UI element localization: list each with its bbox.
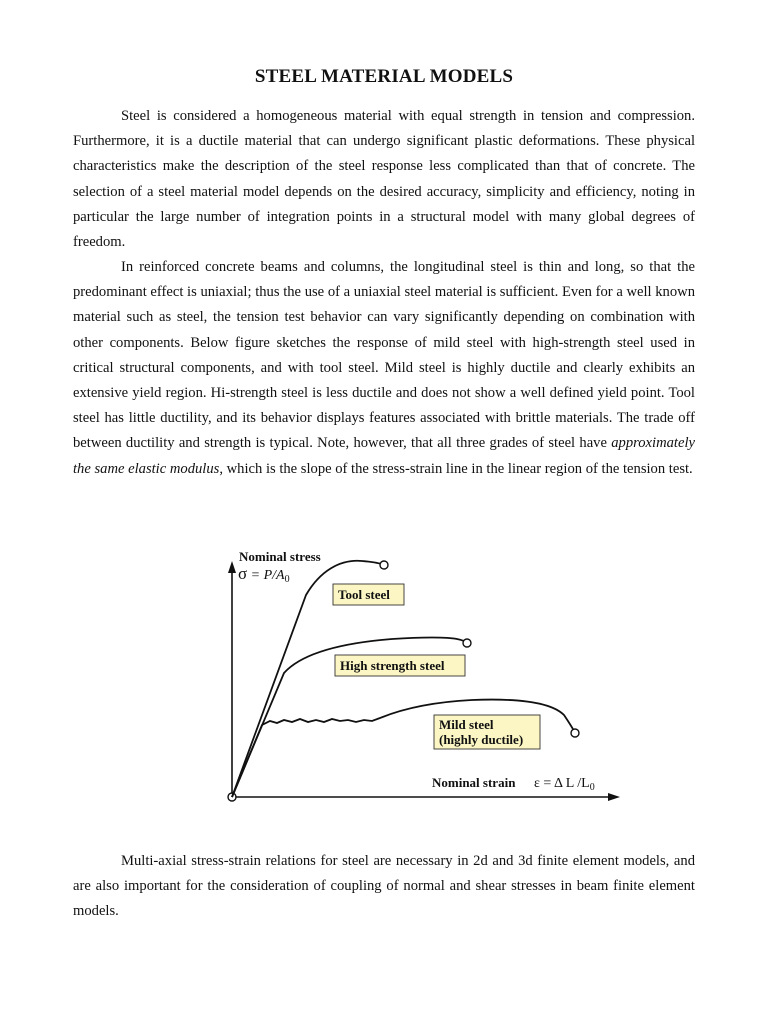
y-axis-title: Nominal stress <box>239 549 321 564</box>
paragraph-intro: Steel is considered a homogeneous material with equal strength in tension and compression. Furthermore, it is a ductile material that can undergo significant plastic deformations. These physical characteristics make the description of the steel response less complicated than that of concrete. The selection of a steel material model depends on the desired accuracy, simplicity and efficiency, noting in particular the large number of integration points in a structural model with many global degrees of freedom. <box>73 108 695 251</box>
mild-steel-label-line1: Mild steel <box>439 717 494 732</box>
x-axis-formula <box>534 776 595 793</box>
y-axis-arrow <box>228 561 236 573</box>
paragraph-uniaxial <box>73 255 695 482</box>
tool-steel-label: Tool steel <box>338 587 390 602</box>
paragraph-multiaxial: Multi-axial stress-strain relations for steel are necessary in 2d and 3d finite element models, and are also important for the consideration of coupling of normal and shear stresses in beam finite element models. <box>73 853 695 920</box>
x-axis-formula-subscript: 0 <box>589 782 595 793</box>
stress-strain-figure <box>222 545 622 807</box>
x-axis-arrow <box>608 793 620 801</box>
paragraph-uniaxial-text: In reinforced concrete beams and columns, the longitudinal steel is thin and long, so that the predominant effect is uniaxial; thus the use of a uniaxial steel material is sufficient. Even for a well known material such as steel, the tension test behavior can vary significantly depending on combination with other components. Below figure sketches the response of mild steel with high-strength steel used in critical structural components, and with tool steel. Mild steel is highly ductile and clearly exhibits an extensive yield region. Hi-strength steel is less ductile and does not show a well defined yield point. Tool steel has little ductility, and its behavior displays features associated with brittle materials. The trade off between ductility and strength is typical. Note, however, that all three grades of steel have <box>73 259 695 452</box>
y-axis-formula <box>238 564 290 585</box>
mild-steel-label-line2: (highly ductile) <box>439 732 524 747</box>
high-strength-steel-label: High strength steel <box>340 658 445 673</box>
mild-steel-fracture-marker <box>571 729 579 737</box>
y-axis-formula-text: = P/A <box>247 568 285 583</box>
high-strength-steel-fracture-marker <box>463 639 471 647</box>
x-axis-formula-text: ε = Δ L /L <box>534 776 590 791</box>
stress-strain-diagram <box>222 545 622 807</box>
y-axis-formula-subscript: 0 <box>284 574 290 585</box>
page-title: STEEL MATERIAL MODELS <box>254 66 514 87</box>
x-axis-title: Nominal strain <box>432 775 516 790</box>
emphasis-elastic-modulus: approximately the same elastic modulus <box>73 435 695 477</box>
tool-steel-fracture-marker <box>380 561 388 569</box>
sigma-symbol: σ <box>238 564 248 583</box>
paragraph-uniaxial-tail: , which is the slope of the stress-strain line in the linear region of the tension test. <box>219 460 693 477</box>
